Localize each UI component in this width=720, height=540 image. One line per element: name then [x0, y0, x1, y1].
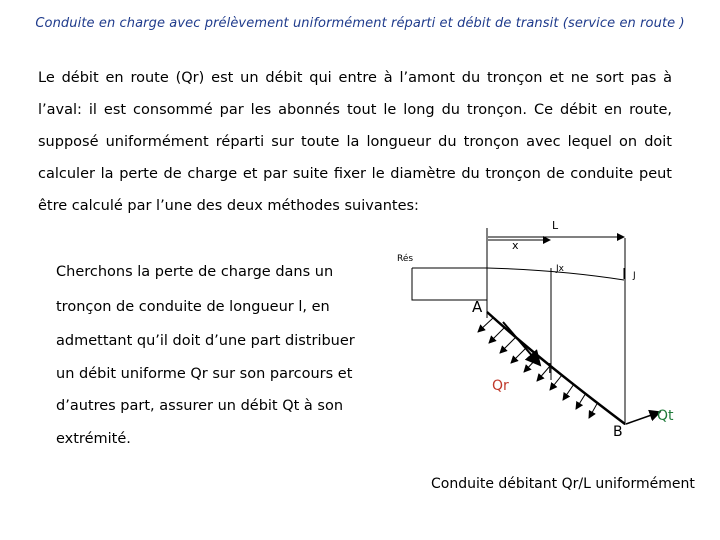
paragraph-line: Le débit en route (Qr) est un débit qui entre à l’amont du tronçon et ne sort pas à — [38, 70, 672, 86]
point-b-label: B — [613, 424, 623, 440]
jx-label: Jx — [556, 264, 564, 274]
qr-label: Qr — [492, 378, 509, 394]
left-text-line: un débit uniforme Qr sur son parcours et — [56, 366, 353, 382]
l-label: l — [548, 362, 552, 377]
paragraph-line: être calculé par l’une des deux méthodes suivantes: — [38, 198, 419, 214]
point-a-label: A — [472, 298, 483, 316]
left-text-line: admettant qu’il doit d’une part distribuer — [56, 333, 355, 349]
x-label: x — [512, 239, 519, 252]
length-label: L — [552, 219, 559, 232]
qt-label: Qt — [657, 408, 674, 424]
paragraph-line: l’aval: il est consommé par les abonnés tout le long du tronçon. Ce débit en route, — [38, 102, 672, 118]
paragraph-line: calculer la perte de charge et par suite fixer le diamètre du tronçon de conduite peut — [38, 166, 672, 182]
reservoir-outline — [412, 268, 487, 300]
transit-flow-arrow — [626, 412, 660, 424]
page-title: Conduite en charge avec prélèvement uniformément réparti et débit de transit (service en route ) — [35, 16, 685, 31]
reservoir-label: Rés — [397, 254, 414, 264]
paragraph-line: supposé uniformément réparti sur toute la longueur du tronçon avec lequel on doit — [38, 134, 672, 150]
left-text-line: Cherchons la perte de charge dans un — [56, 264, 334, 280]
left-text-line: tronçon de conduite de longueur l, en — [56, 299, 330, 315]
left-text-line: extrémité. — [56, 431, 131, 447]
flow-arrow — [503, 322, 540, 365]
left-text-line: d’autres part, assurer un débit Qt à son — [56, 398, 344, 414]
figure-caption: Conduite débitant Qr/L uniformément — [431, 476, 695, 492]
withdrawal-arrows — [478, 318, 598, 418]
j-label: J — [633, 271, 636, 281]
